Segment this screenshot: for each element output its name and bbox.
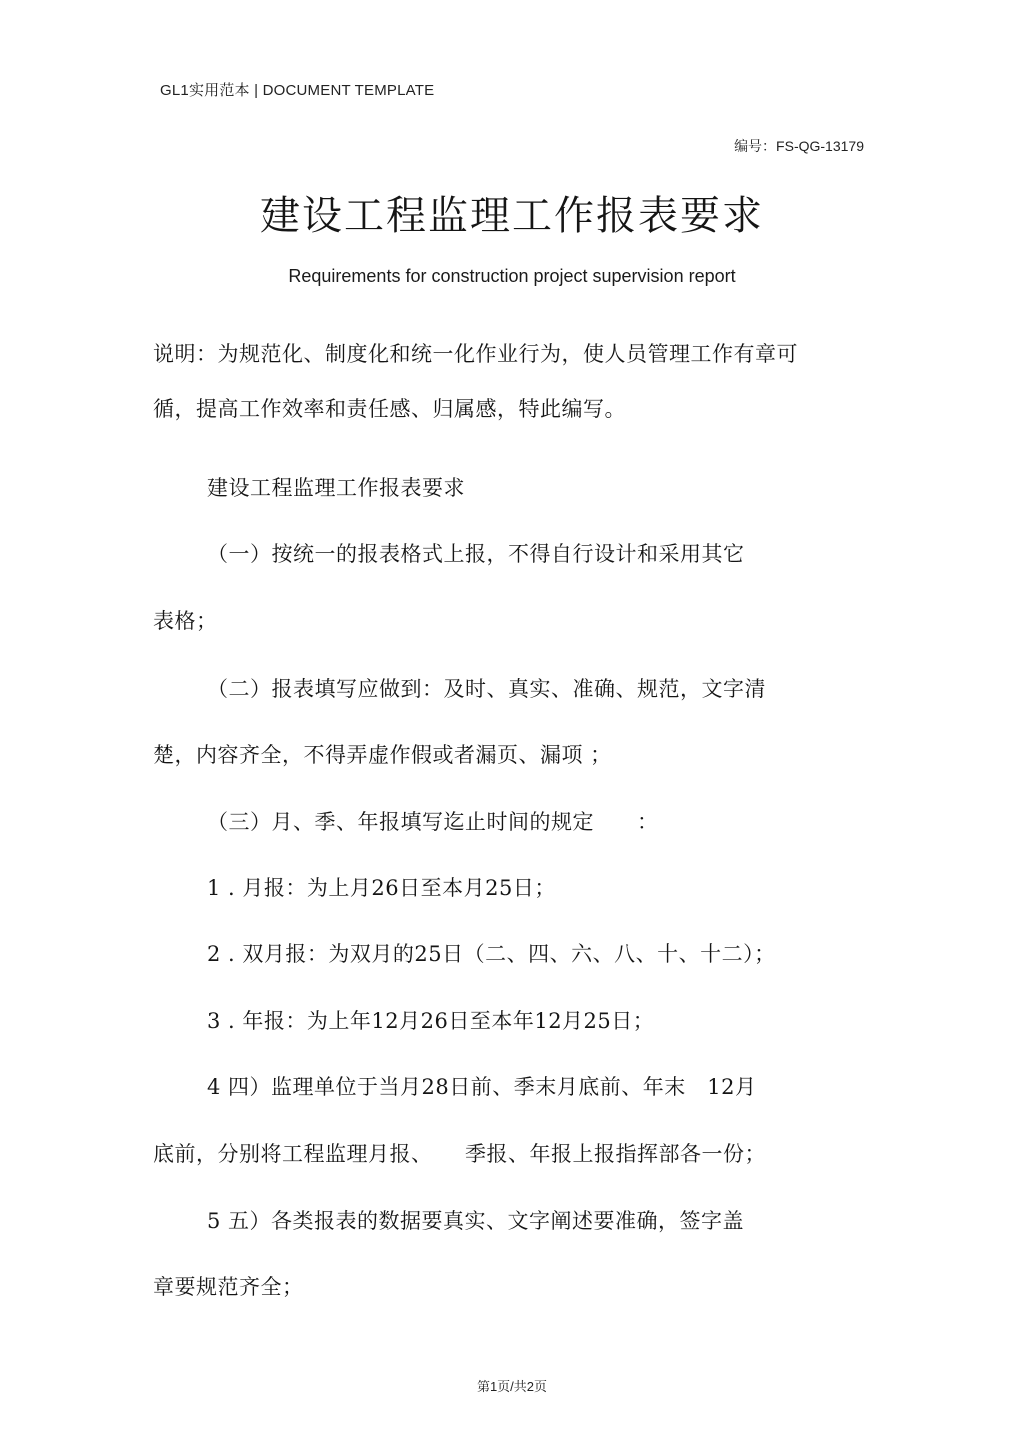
sub-item-1: 1 . 月报：为上月26日至本月25日； xyxy=(207,876,556,900)
item-5-line-2: 章要规范齐全； xyxy=(153,1275,304,1299)
item-5-line-1: 5 五）各类报表的数据要真实、文字阐述要准确，签字盖 xyxy=(207,1209,745,1233)
intro-line-1: 说明：为规范化、制度化和统一化作业行为，使人员管理工作有章可 xyxy=(153,342,798,366)
document-number: 编号：FS-QG-13179 xyxy=(734,138,864,154)
item-1-line-1: （一）按统一的报表格式上报，不得自行设计和采用其它 xyxy=(207,542,745,566)
item-4-line-2: 底前，分别将工程监理月报、 季报、年报上报指挥部各一份； xyxy=(153,1142,766,1166)
page-indicator: 第1页/共2页 xyxy=(476,1379,548,1394)
template-header-label: GL1实用范本 | DOCUMENT TEMPLATE xyxy=(160,82,435,99)
item-3-line-1: （三）月、季、年报填写迄止时间的规定 ： xyxy=(207,810,659,834)
sub-item-3: 3 . 年报：为上年12月26日至本年12月25日； xyxy=(207,1009,655,1033)
item-2-line-1: （二）报表填写应做到：及时、真实、准确、规范，文字清 xyxy=(207,677,766,701)
intro-line-2: 循，提高工作效率和责任感、归属感，特此编写。 xyxy=(153,397,626,421)
document-title: 建设工程监理工作报表要求 xyxy=(260,193,764,239)
item-2-line-2: 楚，内容齐全，不得弄虚作假或者漏页、漏项 ； xyxy=(153,743,612,767)
section-heading: 建设工程监理工作报表要求 xyxy=(207,476,465,500)
sub-item-2: 2 . 双月报：为双月的25日（二、四、六、八、十、十二）； xyxy=(207,942,776,966)
item-4-line-1: 4 四）监理单位于当月28日前、季末月底前、年末 12月 xyxy=(207,1075,757,1099)
item-1-line-2: 表格； xyxy=(153,609,218,633)
document-subtitle: Requirements for construction project supervision report xyxy=(288,266,736,286)
